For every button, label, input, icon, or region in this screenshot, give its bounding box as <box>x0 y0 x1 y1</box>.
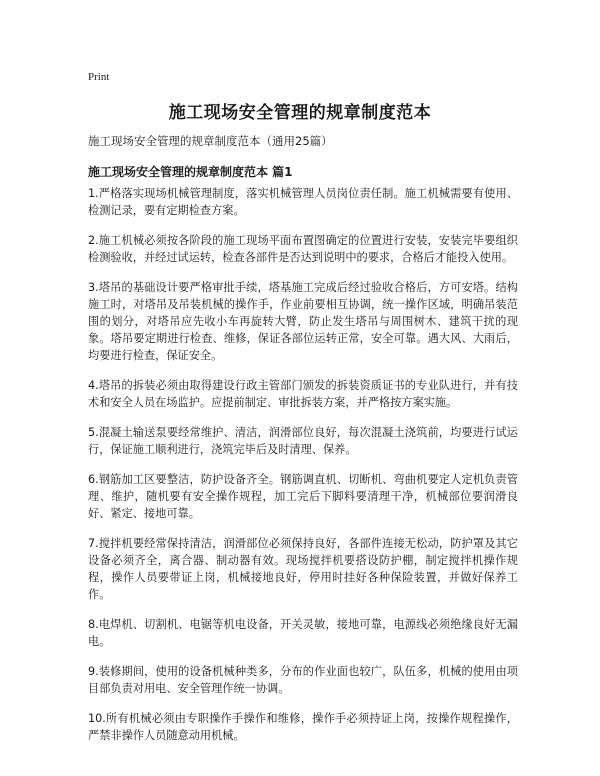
paragraph: 4.塔吊的拆装必须由取得建设行政主管部门颁发的拆装资质证书的专业队进行，并有技术和安全人员在场监护。应提前制定、审批拆装方案，并严格按方案实施。 <box>88 379 518 409</box>
paragraph: 3.塔吊的基础设计要严格审批手续，塔基施工完成后经过验收合格后，方可安塔。结构施工时，对塔吊及吊装机械的操作手，作业前要相互协调，统一操作区域，明确吊装范围的划分，对塔吊应先收小车再旋转大臂，防止发生塔吊与周围树木、建筑干扰的现象。塔吊要定期进行检查、维修，保证各部位运转正常，安全可靠。遇大风、大雨后，均要进行检查，保证安全。 <box>88 281 518 362</box>
paragraph: 9.装修期间，使用的设备机械种类多，分布的作业面也较广，队伍多，机械的使用由项目部负责对用电、安全管理作统一协调。 <box>88 665 518 695</box>
page-subtitle: 施工现场安全管理的规章制度范本（通用25篇） <box>88 134 333 148</box>
section-heading: 施工现场安全管理的规章制度范本 篇1 <box>88 165 293 179</box>
paragraph: 6.钢筋加工区要整洁，防护设备齐全。钢筋调直机、切断机、弯曲机要定人定机负责管理、维护，随机要有安全操作规程，加工完后下脚料要清理干净，机械部位要润滑良好、紧定、接地可靠。 <box>88 473 518 520</box>
paragraph-list <box>88 185 518 757</box>
paragraph: 1.严格落实现场机械管理制度，落实机械管理人员岗位责任制。施工机械需要有使用、检测记录，要有定期检查方案。 <box>88 187 518 217</box>
paragraph: 10.所有机械必须由专职操作手操作和维修，操作手必须持证上岗，按操作规程操作，严禁非操作人员随意动用机械。 <box>88 712 518 742</box>
paragraph: 5.混凝土输送泵要经常维护、清洁，润滑部位良好，每次混凝土浇筑前，均要进行试运行，保证施工顺利进行，浇筑完毕后及时清理、保养。 <box>88 426 518 456</box>
page-title: 施工现场安全管理的规章制度范本 <box>168 103 432 123</box>
print-link[interactable]: Print <box>88 71 110 83</box>
paragraph: 2.施工机械必须按各阶段的施工现场平面布置图确定的位置进行安装，安装完毕要组织检测验收，并经过试运转，检查各部件是否达到说明中的要求，合格后才能投入使用。 <box>88 234 518 264</box>
paragraph: 8.电焊机、切割机、电锯等机电设备，开关灵敏，接地可靠，电源线必须绝缘良好无漏电。 <box>88 618 518 648</box>
paragraph: 7.搅拌机要经常保持清洁，润滑部位必须保持良好，各部件连接无松动，防护罩及其它设备必须齐全，离合器、制动器有效。现场搅拌机要搭设防护棚，制定搅拌机操作规程，操作人员要带证上岗，机械接地良好，停用时挂好各种保险装置，并做好保养工作。 <box>88 537 518 601</box>
